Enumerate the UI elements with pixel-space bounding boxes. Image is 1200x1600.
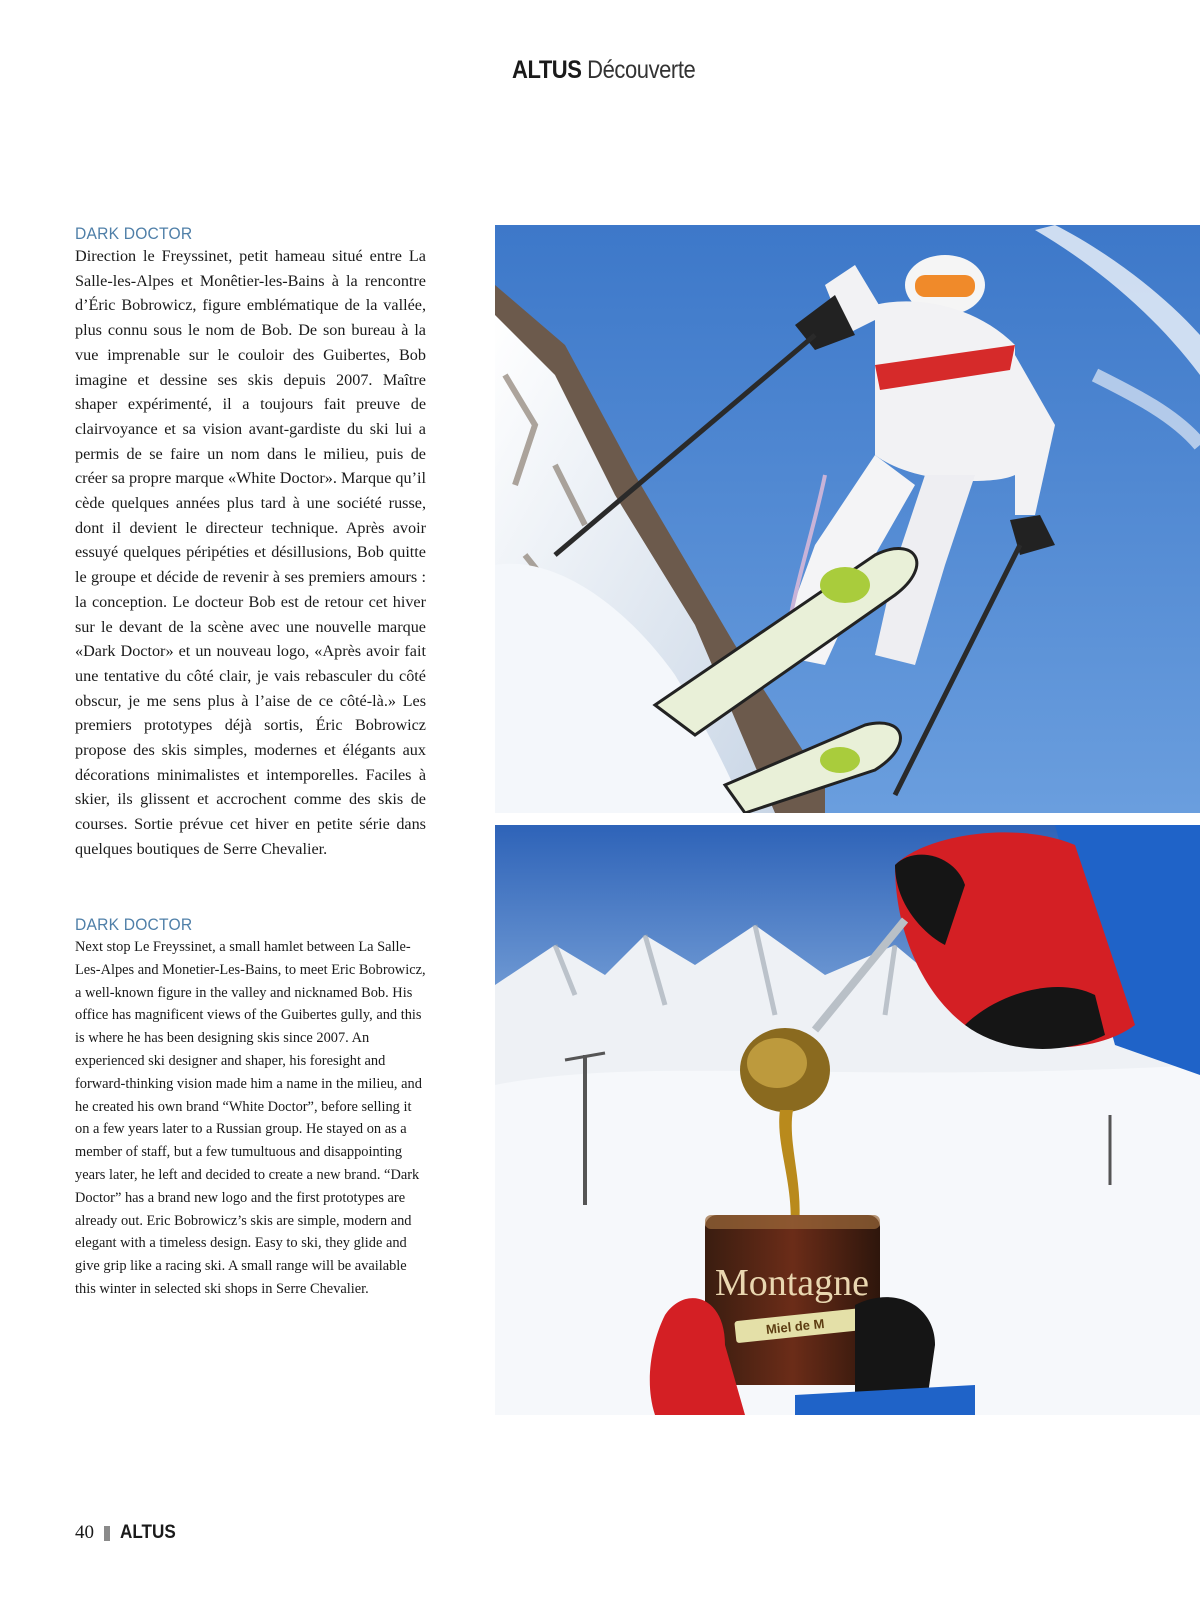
masthead-section: Découverte — [587, 56, 696, 84]
article-body-en: Next stop Le Freyssinet, a small hamlet between La Salle-Les-Alpes and Monetier-Les-Bains, to meet Eric Bobrowicz, a well-known figure in the valley and nicknamed Bob. His office has magnificent views of the Guibertes gully, and this is where he has been designing skis since 2007. An experienced ski designer and shaper, his foresight and forward-thinking vision made him a name in the milieu, and he created his own brand “White Doctor”, before selling it on a few years later to a Russian group. He stayed on as a member of staff, but a few tumultuous and disappointing years later, he left and decided to create a new brand. “Dark Doctor” has a brand new logo and the first prototypes are already out. Eric Bobrowicz’s skis are simple, modern and elegant with a timeless design. Easy to ski, they glide and give grip like a racing ski. A small range will be available this winter in selected ski shops in Serre Chevalier. — [75, 939, 426, 1297]
jar-label: Montagne — [714, 1262, 870, 1304]
page-masthead — [512, 56, 741, 85]
page-footer — [75, 1522, 182, 1544]
article-french — [75, 224, 426, 862]
jar-sublabel: Miel de M — [765, 1315, 826, 1338]
article-english — [75, 915, 426, 1301]
article-heading-fr: DARK DOCTOR — [75, 224, 193, 243]
skier-photo — [495, 225, 1200, 813]
masthead-brand: ALTUS — [512, 56, 582, 84]
honey-photo — [495, 825, 1200, 1415]
article-body-fr: Direction le Freyssinet, petit hameau situé entre La Salle-les-Alpes et Monêtier-les-Bains à la rencontre d’Éric Bobrowicz, figure emblématique de la vallée, plus connu sous le nom de Bob. De son bureau à la vue imprenable sur le couloir des Guibertes, Bob imagine et dessine ses skis depuis 2007. Maître shaper expérimenté, il a toujours fait preuve de clairvoyance et sa vision avant-gardiste du ski lui a permis de se faire un nom dans le milieu, puis de créer sa propre marque «White Doctor». Marque qu’il cède quelques années plus tard à une société russe, dont il devient le directeur technique. Après avoir essuyé quelques péripéties et désillusions, Bob quitte le groupe et décide de revenir à ses premiers amours : la conception. Le docteur Bob est de retour cet hiver sur le devant de la scène avec une nouvelle marque «Dark Doctor» et un nouveau logo, «Après avoir fait une tentative du côté clair, je vais rebasculer du côté obscur, je me sens plus à l’aise de ce côté-là.» Les premiers prototypes déjà sortis, Éric Bobrowicz propose des skis simples, modernes et élégants aux décorations minimalistes et intemporelles. Faciles à skier, ils glissent et accrochent comme des skis de courses. Sortie prévue cet hiver en petite série dans quelques boutiques de Serre Chevalier. — [75, 247, 426, 858]
article-heading-en: DARK DOCTOR — [75, 915, 193, 934]
footer-divider — [104, 1526, 110, 1541]
footer-magazine-name: ALTUS — [120, 1522, 176, 1543]
page-number: 40 — [75, 1522, 94, 1543]
